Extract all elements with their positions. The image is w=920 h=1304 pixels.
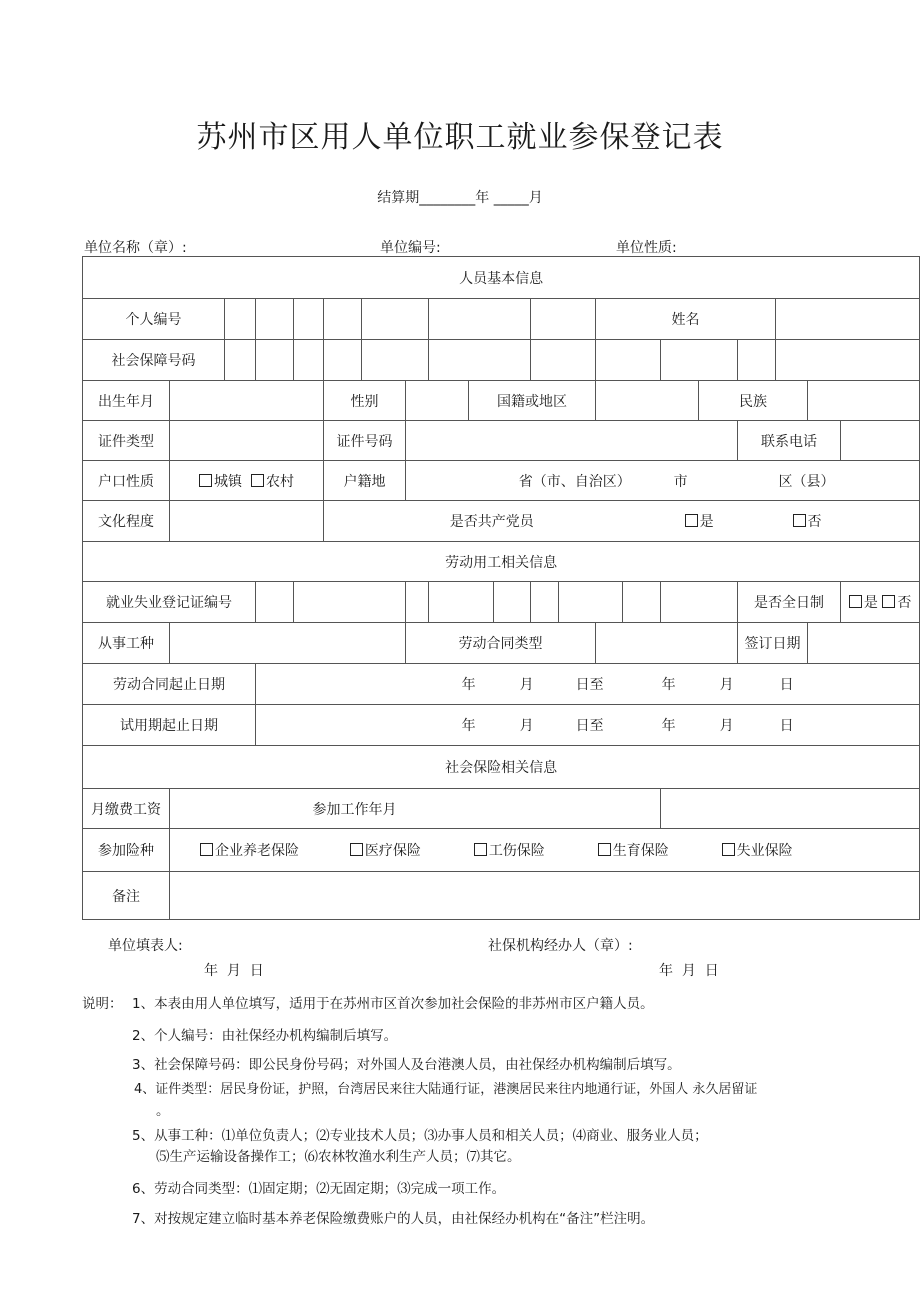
- ethnicity-label: 民族: [699, 381, 808, 421]
- sign-date-label: 签订日期: [738, 623, 808, 664]
- ss-no-cell[interactable]: [225, 340, 256, 381]
- nationality-label: 国籍或地区: [469, 381, 596, 421]
- day-to-label: 日至: [575, 718, 604, 734]
- phone-field[interactable]: [841, 421, 920, 461]
- personal-no-cell[interactable]: [362, 299, 429, 340]
- ethnicity-field[interactable]: [808, 381, 920, 421]
- ins-injury-label: 工伤保险: [488, 843, 545, 859]
- contract-period-field[interactable]: [256, 664, 920, 705]
- emp-cert-cell[interactable]: [559, 582, 623, 623]
- ss-no-cell[interactable]: [661, 340, 738, 381]
- party-no-checkbox[interactable]: [793, 514, 806, 527]
- ss-no-cell[interactable]: [294, 340, 324, 381]
- ins-unemployment-label: 失业保险: [736, 843, 793, 859]
- emp-cert-label: 就业失业登记证编号: [83, 582, 256, 623]
- month-label: 月: [719, 718, 734, 734]
- party-member-label: 是否共产党员: [449, 514, 534, 530]
- birth-label: 出生年月: [83, 381, 170, 421]
- month-label: 月: [519, 718, 534, 734]
- hukou-rural-label: 农村: [265, 473, 294, 490]
- ins-medical-label: 医疗保险: [364, 843, 421, 859]
- month-label: 月: [719, 677, 734, 693]
- agency-handler-label: 社保机构经办人（章）:: [488, 938, 633, 954]
- day-to-label: 日至: [575, 677, 604, 693]
- emp-cert-cell[interactable]: [494, 582, 531, 623]
- city-label: 市: [673, 473, 688, 490]
- hukou-place-label: 户籍地: [324, 461, 406, 501]
- ss-no-cell[interactable]: [429, 340, 531, 381]
- work-start-field[interactable]: [661, 789, 920, 829]
- page-title: 苏州市区用人单位职工就业参保登记表: [196, 120, 724, 155]
- section-social-info: 社会保险相关信息: [83, 746, 920, 789]
- personal-no-label: 个人编号: [83, 299, 225, 340]
- agency-sign-date: 年 月 日: [659, 963, 719, 979]
- ss-no-cell[interactable]: [324, 340, 362, 381]
- year-label: 年: [661, 718, 676, 734]
- personal-no-cell[interactable]: [294, 299, 324, 340]
- ins-pension-label: 企业养老保险: [215, 843, 299, 859]
- party-yes-label: 是: [699, 514, 714, 530]
- note-3: 3、社会保障号码：即公民身份号码；对外国人及台港澳人员，由社保经办机构编制后填写。: [132, 1057, 681, 1073]
- fulltime-yes-checkbox[interactable]: [849, 595, 862, 608]
- ss-no-cell[interactable]: [596, 340, 661, 381]
- note-5-cont: ⑸生产运输设备操作工；⑹农林牧渔水利生产人员；⑺其它。: [156, 1149, 521, 1165]
- monthly-wage-field[interactable]: [170, 789, 225, 829]
- hukou-rural-checkbox[interactable]: [251, 474, 264, 487]
- unit-sign-date: 年 月 日: [204, 963, 264, 979]
- unit-code-label: 单位编号:: [380, 240, 441, 256]
- party-yes-checkbox[interactable]: [685, 514, 698, 527]
- hukou-type-label: 户口性质: [83, 461, 170, 501]
- hukou-urban-label: 城镇: [214, 473, 243, 490]
- unit-nature-label: 单位性质:: [616, 240, 677, 256]
- hukou-place-field[interactable]: [406, 461, 920, 501]
- settlement-period[interactable]: 结算期________年 _____月: [377, 190, 543, 206]
- section-labor-info: 劳动用工相关信息: [83, 542, 920, 582]
- emp-cert-cell[interactable]: [429, 582, 494, 623]
- province-label: 省（市、自治区）: [518, 473, 631, 490]
- id-no-field[interactable]: [406, 421, 738, 461]
- contract-type-field[interactable]: [596, 623, 738, 664]
- ins-maternity-checkbox[interactable]: [598, 843, 611, 856]
- remarks-field[interactable]: [170, 872, 920, 920]
- registration-form-table: [82, 256, 920, 920]
- fulltime-no-label: 否: [897, 595, 912, 611]
- fulltime-yes-label: 是: [863, 595, 878, 611]
- ss-no-cell[interactable]: [738, 340, 776, 381]
- day-label: 日: [779, 677, 794, 693]
- emp-cert-cell[interactable]: [531, 582, 559, 623]
- fulltime-no-checkbox[interactable]: [882, 595, 895, 608]
- year-label: 年: [461, 718, 476, 734]
- ins-medical-checkbox[interactable]: [350, 843, 363, 856]
- monthly-wage-label: 月缴费工资: [83, 789, 170, 829]
- id-type-field[interactable]: [170, 421, 324, 461]
- note-6: 6、劳动合同类型：⑴固定期；⑵无固定期；⑶完成一项工作。: [132, 1181, 506, 1197]
- note-1: 1、本表由用人单位填写，适用于在苏州市区首次参加社会保险的非苏州市区户籍人员。: [132, 996, 654, 1012]
- nationality-field[interactable]: [596, 381, 699, 421]
- hukou-type-options: [170, 461, 324, 501]
- personal-no-cell[interactable]: [324, 299, 362, 340]
- ss-no-cell[interactable]: [256, 340, 294, 381]
- fulltime-options: [841, 582, 920, 623]
- ins-maternity-label: 生育保险: [612, 843, 669, 859]
- hukou-urban-checkbox[interactable]: [199, 474, 212, 487]
- notes-lead: 说明：: [82, 996, 123, 1012]
- personal-no-cell[interactable]: [256, 299, 294, 340]
- insurance-label: 参加险种: [83, 829, 170, 872]
- sign-date-field[interactable]: [808, 623, 920, 664]
- remarks-label: 备注: [83, 872, 170, 920]
- probation-period-label: 试用期起止日期: [83, 705, 256, 746]
- emp-cert-cell[interactable]: [661, 582, 738, 623]
- note-4: 4、证件类型：居民身份证，护照，台湾居民来往大陆通行证，港澳居民来往内地通行证，外国人 永久居留证: [134, 1082, 758, 1097]
- ss-no-cell[interactable]: [362, 340, 429, 381]
- note-5: 5、从事工种：⑴单位负责人；⑵专业技术人员；⑶办事人员和相关人员；⑷商业、服务业人员；: [132, 1128, 708, 1144]
- month-label: 月: [519, 677, 534, 693]
- gender-field[interactable]: [406, 381, 469, 421]
- note-4-cont: 。: [156, 1103, 170, 1119]
- ss-no-label: 社会保障号码: [83, 340, 225, 381]
- emp-cert-cell[interactable]: [406, 582, 429, 623]
- ss-no-cell[interactable]: [776, 340, 920, 381]
- work-start-label: 参加工作年月: [225, 789, 661, 829]
- education-label: 文化程度: [83, 501, 170, 542]
- probation-period-field[interactable]: [256, 705, 920, 746]
- ss-no-cell[interactable]: [531, 340, 596, 381]
- ins-unemployment-checkbox[interactable]: [722, 843, 735, 856]
- name-field[interactable]: [776, 299, 920, 340]
- id-no-label: 证件号码: [324, 421, 406, 461]
- unit-filler-label: 单位填表人:: [108, 938, 183, 954]
- emp-cert-cell[interactable]: [623, 582, 661, 623]
- phone-label: 联系电话: [738, 421, 841, 461]
- contract-period-label: 劳动合同起止日期: [83, 664, 256, 705]
- note-7: 7、对按规定建立临时基本养老保险缴费账户的人员，由社保经办机构在“备注”栏注明。: [132, 1211, 655, 1227]
- section-basic-info: 人员基本信息: [83, 257, 920, 299]
- ins-pension-checkbox[interactable]: [200, 843, 213, 856]
- birth-field[interactable]: [170, 381, 324, 421]
- note-2: 2、个人编号：由社保经办机构编制后填写。: [132, 1028, 398, 1044]
- party-member-row: [324, 501, 920, 542]
- personal-no-cell[interactable]: [225, 299, 256, 340]
- id-type-label: 证件类型: [83, 421, 170, 461]
- personal-no-cell[interactable]: [531, 299, 596, 340]
- personal-no-cell[interactable]: [429, 299, 531, 340]
- job-type-label: 从事工种: [83, 623, 170, 664]
- day-label: 日: [779, 718, 794, 734]
- ins-injury-checkbox[interactable]: [474, 843, 487, 856]
- emp-cert-cell[interactable]: [256, 582, 294, 623]
- education-field[interactable]: [170, 501, 324, 542]
- insurance-options: [170, 829, 920, 872]
- party-no-label: 否: [807, 514, 822, 530]
- name-label: 姓名: [596, 299, 776, 340]
- emp-cert-cell[interactable]: [294, 582, 406, 623]
- district-label: 区（县）: [778, 473, 835, 490]
- fulltime-label: 是否全日制: [738, 582, 841, 623]
- year-label: 年: [461, 677, 476, 693]
- job-type-field[interactable]: [170, 623, 406, 664]
- unit-name-label: 单位名称（章）:: [84, 240, 187, 256]
- year-label: 年: [661, 677, 676, 693]
- gender-label: 性别: [324, 381, 406, 421]
- contract-type-label: 劳动合同类型: [406, 623, 596, 664]
